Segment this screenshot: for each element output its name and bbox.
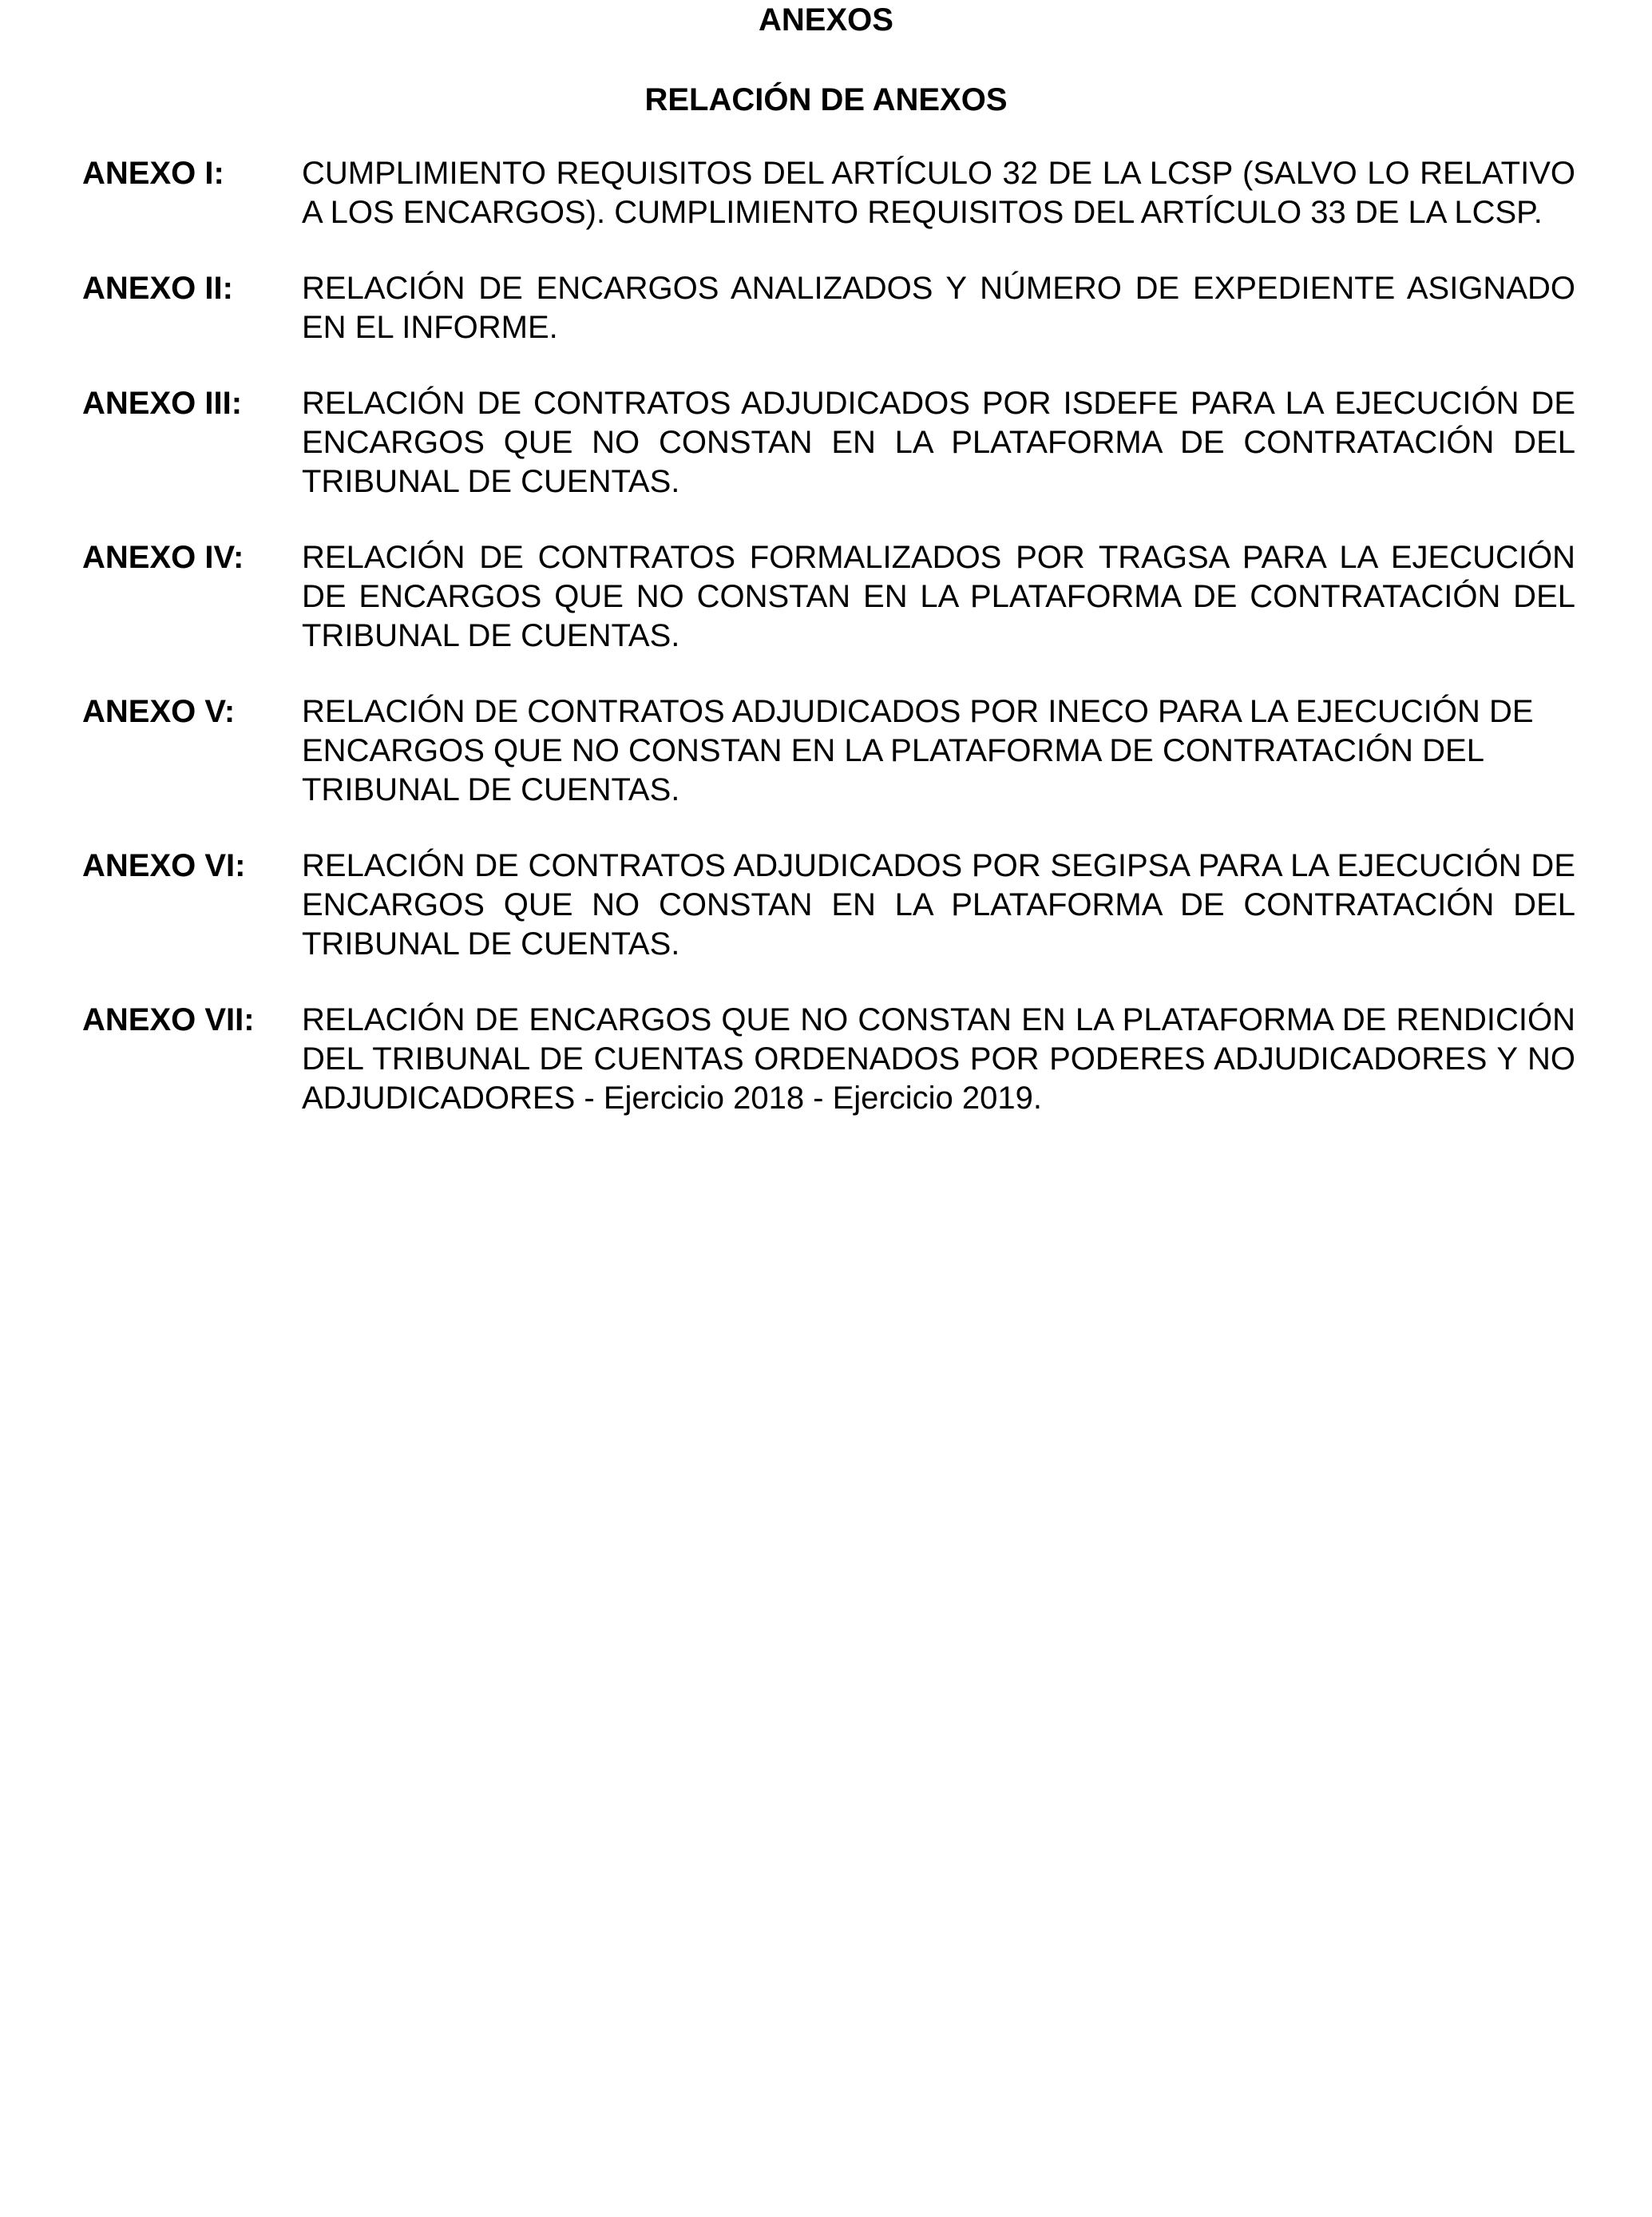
annex-description: RELACIÓN DE CONTRATOS FORMALIZADOS POR TRAGSA PARA LA EJECUCIÓN DE ENCARGOS QUE NO CONSTAN EN LA PLATAFORMA DE CONTRATACIÓN DEL TRIBUNAL DE CUENTAS. [302, 540, 1575, 653]
annex-description: RELACIÓN DE CONTRATOS ADJUDICADOS POR SEGIPSA PARA LA EJECUCIÓN DE ENCARGOS QUE NO CONSTAN EN LA PLATAFORMA DE CONTRATACIÓN DEL TRIBUNAL DE CUENTAS. [302, 848, 1575, 962]
document-title: ANEXOS [759, 2, 893, 38]
annex-list [82, 154, 1575, 1155]
annex-item [82, 538, 1575, 656]
annex-item [82, 692, 1575, 810]
annex-item [82, 1001, 1575, 1118]
annex-item [82, 269, 1575, 347]
annex-description: RELACIÓN DE CONTRATOS ADJUDICADOS POR INECO PARA LA EJECUCIÓN DE ENCARGOS QUE NO CONSTAN EN LA PLATAFORMA DE CONTRATACIÓN DEL TRIBUNAL DE CUENTAS. [302, 694, 1534, 807]
annex-item [82, 154, 1575, 232]
annex-description: CUMPLIMIENTO REQUISITOS DEL ARTÍCULO 32 DE LA LCSP (SALVO LO RELATIVO A LOS ENCARGOS). CUMPLIMIENTO REQUISITOS DEL ARTÍCULO 33 DE LA LCSP. [302, 156, 1575, 230]
annex-label: ANEXO I: [82, 156, 224, 191]
annex-label: ANEXO VI: [82, 848, 246, 883]
annex-label: ANEXO IV: [82, 540, 244, 575]
annex-label: ANEXO VII: [82, 1002, 255, 1037]
annex-item [82, 847, 1575, 964]
annex-label: ANEXO III: [82, 386, 243, 421]
document-subtitle: RELACIÓN DE ANEXOS [644, 82, 1008, 117]
annex-description: RELACIÓN DE ENCARGOS QUE NO CONSTAN EN LA PLATAFORMA DE RENDICIÓN DEL TRIBUNAL DE CUENTAS ORDENADOS POR PODERES ADJUDICADORES Y NO ADJUDICADORES - Ejercicio 2018 - Ejercicio 2019. [302, 1002, 1575, 1116]
annex-label: ANEXO V: [82, 694, 236, 729]
annex-label: ANEXO II: [82, 271, 233, 306]
annex-description: RELACIÓN DE CONTRATOS ADJUDICADOS POR ISDEFE PARA LA EJECUCIÓN DE ENCARGOS QUE NO CONSTAN EN LA PLATAFORMA DE CONTRATACIÓN DEL TRIBUNAL DE CUENTAS. [302, 386, 1575, 499]
annex-description: RELACIÓN DE ENCARGOS ANALIZADOS Y NÚMERO DE EXPEDIENTE ASIGNADO EN EL INFORME. [302, 271, 1575, 345]
annex-item [82, 384, 1575, 502]
